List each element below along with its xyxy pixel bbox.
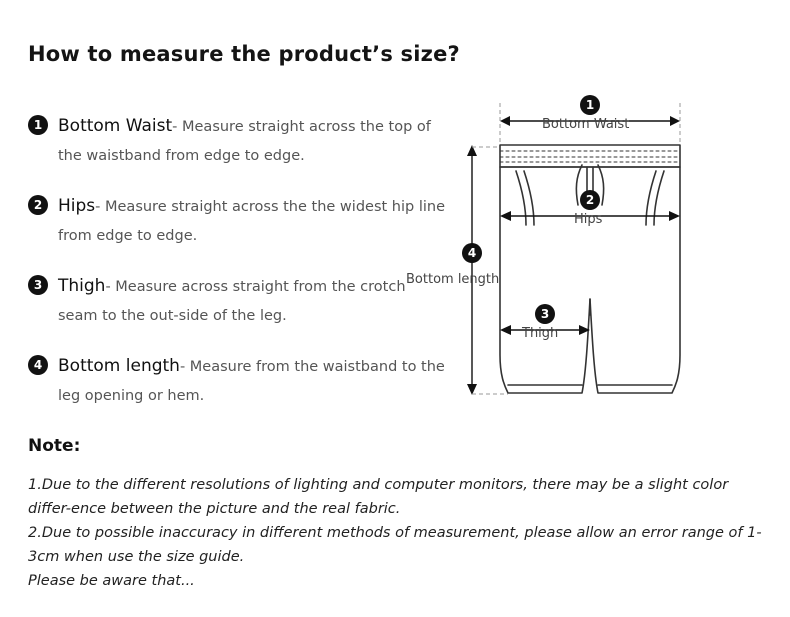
diagram-bullet-3: 3: [535, 304, 555, 324]
list-item: [28, 352, 448, 410]
diagram-bullet-4: 4: [462, 243, 482, 263]
bullet-4: 4: [28, 355, 48, 375]
measurement-description: - Measure straight across the the widest hip line from edge to edge.: [58, 199, 445, 244]
measurement-term: Bottom Waist: [58, 116, 173, 136]
page-title: How to measure the product’s size?: [28, 42, 460, 66]
bullet-3: 3: [28, 275, 48, 295]
note-body: [28, 473, 773, 593]
note-line-3: Please be aware that...: [28, 573, 195, 589]
diagram-label-bottom-length: Bottom length: [406, 272, 500, 287]
list-item: [28, 272, 448, 330]
note-title: Note:: [28, 436, 81, 456]
shorts-measurement-diagram: [406, 85, 770, 415]
diagram-label-bottom-waist: Bottom Waist: [542, 117, 630, 132]
measurement-term: Thigh: [58, 276, 106, 296]
measurement-list: [28, 112, 448, 432]
measurement-description: - Measure across straight from the crotch seam to the out-side of the leg.: [58, 279, 406, 324]
measurement-description: - Measure straight across the top of the waistband from edge to edge.: [58, 119, 431, 164]
list-item: [28, 112, 448, 170]
measurement-term: Bottom length: [58, 356, 180, 376]
diagram-label-hips: Hips: [574, 212, 603, 227]
bullet-1: 1: [28, 115, 48, 135]
diagram-bullet-2: 2: [580, 190, 600, 210]
measurement-description: - Measure from the waistband to the leg opening or hem.: [58, 359, 445, 404]
list-item: [28, 192, 448, 250]
measurement-term: Hips: [58, 196, 96, 216]
diagram-label-thigh: Thigh: [522, 326, 559, 341]
note-line-1: 1.Due to the different resolutions of lighting and computer monitors, there may be a slight color differ-ence between the picture and the real fabric.: [28, 477, 729, 517]
bullet-2: 2: [28, 195, 48, 215]
diagram-bullet-1: 1: [580, 95, 600, 115]
note-line-2: 2.Due to possible inaccuracy in different methods of measurement, please allow an error range of 1-3cm when use the size guide.: [28, 525, 762, 565]
